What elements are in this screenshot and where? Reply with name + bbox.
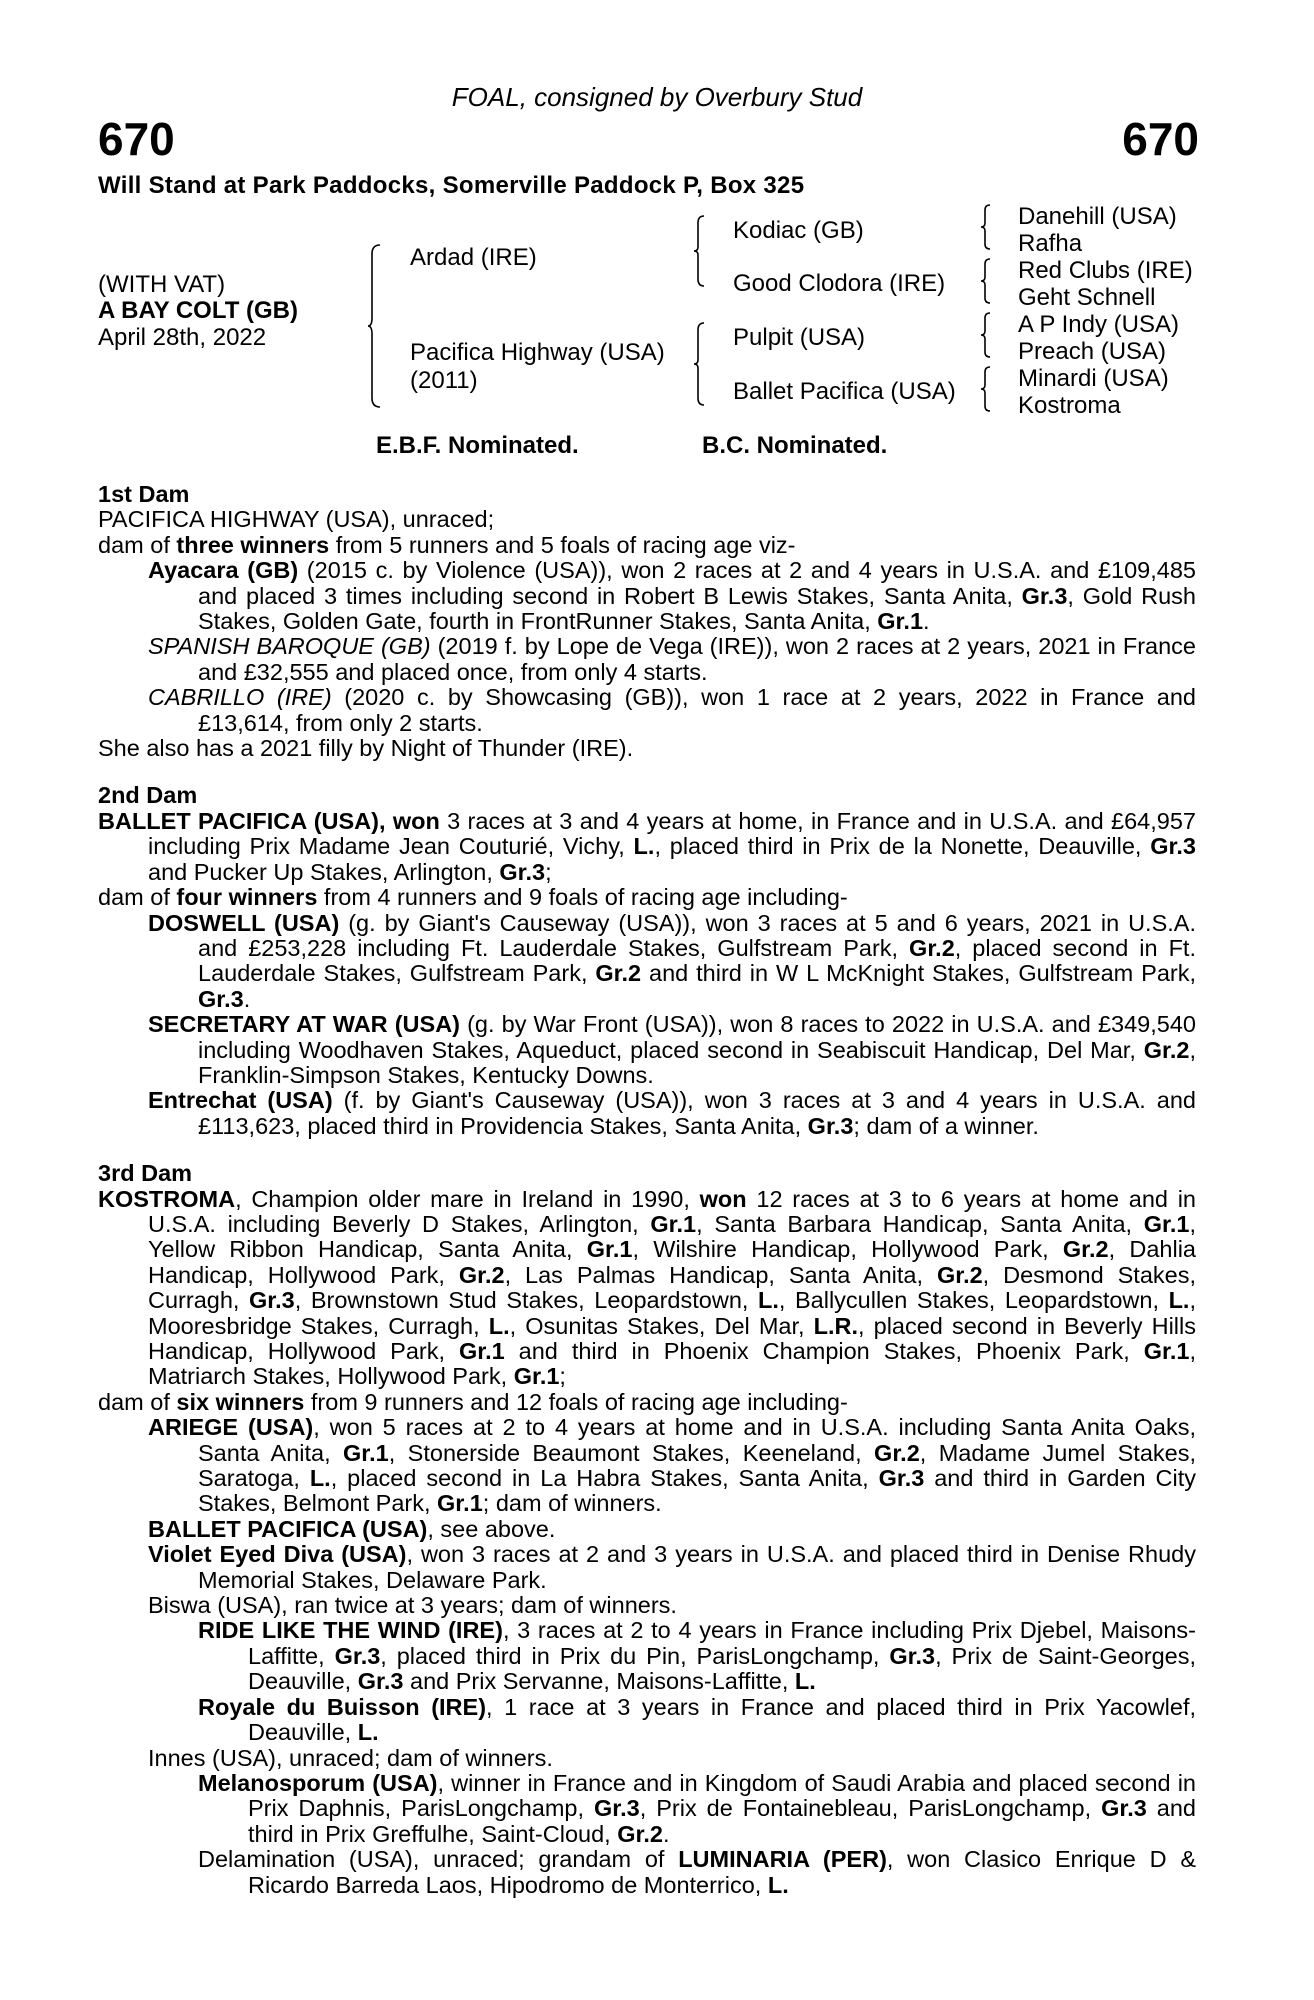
text-run: , Santa Barbara Handicap, Santa Anita, xyxy=(696,1210,1144,1237)
text-run: , Yellow Ribbon Handicap, Santa Anita, xyxy=(148,1210,1196,1263)
pedigree-bracket-gen1 xyxy=(368,244,388,409)
text-run: L. xyxy=(758,1287,779,1314)
text-run: Gr.3 xyxy=(334,1642,381,1669)
text-run: four winners xyxy=(176,884,318,911)
text-run: and Prix Servanne, Maisons-Laffitte, xyxy=(403,1668,795,1695)
text-run: , placed third in Prix de la Nonette, Deauville, xyxy=(654,833,1151,860)
text-run: Gr.3 xyxy=(594,1795,640,1822)
gen3-ddd: Kostroma xyxy=(1018,392,1121,419)
text-run: and third in W L McKnight Stakes, Gulfstream Park, xyxy=(641,960,1197,987)
text-run: , winner in France and in Kingdom of Saudi Arabia and placed second in Prix Daphnis, ParisLongchamp, xyxy=(248,1769,1196,1822)
record-paragraph xyxy=(98,885,1196,910)
record-paragraph xyxy=(98,1695,1196,1746)
text-run: , placed second in Beverly Hills Handicap, Hollywood Park, xyxy=(148,1312,1196,1364)
text-run: , Ballycullen Stakes, Leopardstown, xyxy=(778,1287,1169,1314)
text-run: Gr.1 xyxy=(437,1490,483,1517)
text-run: six winners xyxy=(176,1388,305,1415)
record-paragraph xyxy=(98,1847,1196,1898)
text-run: Delamination (USA), unraced; grandam of xyxy=(198,1846,679,1873)
text-run: Gr.1 xyxy=(513,1363,560,1390)
sire-sire: Kodiac (GB) xyxy=(733,217,864,244)
pedigree-bracket-kodiac xyxy=(981,204,995,250)
record-paragraph xyxy=(98,685,1196,736)
section-heading xyxy=(98,1161,1196,1186)
text-run: Gr.1 xyxy=(877,608,924,635)
text-run: Gr.3 xyxy=(1101,1795,1147,1822)
text-run: Gr.2 xyxy=(936,1261,983,1288)
consignor-line: FOAL, consigned by Overbury Stud xyxy=(451,82,863,112)
record-paragraph xyxy=(98,533,1196,558)
text-run: DOSWELL (USA) xyxy=(148,909,340,936)
text-run: . xyxy=(243,985,251,1012)
text-run: Gr.3 xyxy=(357,1668,404,1695)
text-run: PACIFICA HIGHWAY (USA), unraced; xyxy=(98,506,495,533)
record-paragraph xyxy=(98,1187,1196,1390)
text-run: , Franklin-Simpson Stakes, Kentucky Downs. xyxy=(198,1036,1196,1088)
section-heading xyxy=(98,783,1196,808)
text-run: RIDE LIKE THE WIND (IRE) xyxy=(198,1617,503,1644)
record-paragraph xyxy=(98,1390,1196,1415)
text-run: Ayacara (GB) xyxy=(148,557,299,584)
pedigree-bracket-dam xyxy=(694,322,710,406)
pedigree-bracket-pulpit xyxy=(981,312,995,358)
text-run: ; dam of a winner. xyxy=(853,1112,1039,1139)
text-run: Gr.1 xyxy=(650,1210,697,1237)
gen3-ssd: Rafha xyxy=(1018,230,1083,257)
text-run: Gr.1 xyxy=(458,1338,505,1364)
dam-dam: Ballet Pacifica (USA) xyxy=(733,378,956,405)
gen3-sss: Danehill (USA) xyxy=(1018,203,1177,230)
text-run: and Pucker Up Stakes, Arlington, xyxy=(148,858,500,885)
text-run: She also has a 2021 filly by Night of Thunder (IRE). xyxy=(98,735,634,762)
record-paragraph xyxy=(98,507,1196,532)
sire-name: Ardad (IRE) xyxy=(410,244,537,271)
text-run: , Dahlia Handicap, Hollywood Park, xyxy=(148,1236,1196,1288)
gen3-dds: Minardi (USA) xyxy=(1018,365,1169,392)
text-run: Gr.3 xyxy=(499,858,546,885)
text-run: and third in Phoenix Champion Stakes, Phoenix Park, xyxy=(504,1338,1144,1364)
text-run: SPANISH BAROQUE (GB) xyxy=(148,633,431,660)
text-run: L. xyxy=(357,1719,379,1746)
lot-number-right: 670 xyxy=(1122,113,1199,165)
text-run: , see above. xyxy=(427,1515,556,1542)
dam-sire: Pulpit (USA) xyxy=(733,324,866,351)
text-run: SECRETARY AT WAR (USA) xyxy=(148,1011,460,1038)
text-run: L. xyxy=(767,1871,789,1898)
text-run: , won 3 races at 2 and 3 years in U.S.A. and placed third in Denise Rhudy Memorial Stakes, Delaware Park. xyxy=(198,1541,1196,1593)
text-run: Gr.3 xyxy=(807,1112,854,1139)
text-run: (f. by Giant's Causeway (USA)), won 3 races at 3 and 4 years in U.S.A. and £113,623, placed third in Providencia Stakes, Santa Anita, xyxy=(198,1087,1196,1139)
text-run: L.R. xyxy=(813,1312,859,1339)
text-run: , won 5 races at 2 to 4 years at home and in U.S.A. including Santa Anita Oaks, Santa Anita, xyxy=(198,1414,1196,1466)
text-run: (2015 c. by Violence (USA)), won 2 races at 2 and 4 years in U.S.A. and £109,485 and placed 3 times including second in Robert B Lewis Stakes, Santa Anita, xyxy=(198,557,1196,609)
text-run: , 3 races at 2 to 4 years in France including Prix Djebel, Maisons-Laffitte, xyxy=(248,1617,1196,1669)
text-run: BALLET PACIFICA (USA), won xyxy=(98,807,440,834)
pedigree-bracket-sire xyxy=(694,215,710,287)
text-run: 3rd Dam xyxy=(98,1160,193,1187)
text-run: , Wilshire Handicap, Hollywood Park, xyxy=(632,1236,1063,1263)
text-run: ; xyxy=(559,1363,566,1390)
subject-name: A BAY COLT (GB) xyxy=(98,297,299,324)
text-run: three winners xyxy=(176,531,330,558)
section-heading xyxy=(98,482,1196,507)
dam-name: Pacifica Highway (USA) xyxy=(410,339,665,366)
text-run: Gr.2 xyxy=(595,960,642,987)
text-run: dam of xyxy=(98,531,177,558)
text-run: and third in Garden City Stakes, Belmont Park, xyxy=(198,1465,1196,1517)
text-run: (2019 f. by Lope de Vega (IRE)), won 2 races at 2 years, 2021 in France and £32,555 and placed once, from only 4 starts. xyxy=(198,633,1196,685)
text-run: Gr.3 xyxy=(1150,833,1196,860)
text-run: L. xyxy=(488,1312,510,1339)
record-paragraph xyxy=(98,1771,1196,1847)
text-run: Gr.2 xyxy=(458,1261,505,1288)
text-run: Gr.3 xyxy=(889,1642,936,1669)
text-run: LUMINARIA (PER) xyxy=(678,1846,887,1873)
text-run: 3 races at 3 and 4 years at home, in France and in U.S.A. and £64,957 including Prix Madame Jean Couturié, Vichy, xyxy=(148,807,1196,860)
text-run: from 4 runners and 9 foals of racing age including- xyxy=(317,884,848,911)
text-run: from 9 runners and 12 foals of racing age including- xyxy=(304,1388,848,1415)
text-run: , 1 race at 3 years in France and placed third in Prix Yacowlef, Deauville, xyxy=(248,1693,1197,1746)
subject-dob: April 28th, 2022 xyxy=(98,324,267,351)
text-run: Innes (USA), unraced; dam of winners. xyxy=(148,1744,553,1771)
bc-nomination: B.C. Nominated. xyxy=(702,432,888,459)
text-run: , Las Palmas Handicap, Santa Anita, xyxy=(504,1261,937,1288)
text-run: 12 races at 3 to 6 years at home and in U.S.A. including Beverly D Stakes, Arlington, xyxy=(148,1185,1197,1237)
text-run: , Prix de Fontainebleau, ParisLongchamp, xyxy=(639,1795,1102,1822)
text-run: , won Clasico Enrique D & Ricardo Barreda Laos, Hipodromo de Monterrico, xyxy=(248,1846,1196,1898)
gen3-sds: Red Clubs (IRE) xyxy=(1018,257,1193,284)
record-paragraph xyxy=(98,1618,1196,1694)
pedigree-bracket-good-clodora xyxy=(981,258,995,304)
text-run: , Brownstown Stud Stakes, Leopardstown, xyxy=(294,1287,758,1314)
text-run: ARIEGE (USA) xyxy=(148,1414,314,1441)
text-run: Gr.2 xyxy=(617,1820,663,1847)
text-run: Biswa (USA), ran twice at 3 years; dam of winners. xyxy=(148,1592,677,1619)
text-run: Gr.1 xyxy=(1143,1210,1190,1237)
gen3-dss: A P Indy (USA) xyxy=(1018,311,1179,338)
text-run: , Champion older mare in Ireland in 1990, xyxy=(235,1185,700,1212)
text-run: Gr.3 xyxy=(878,1465,925,1492)
text-run: L. xyxy=(1168,1287,1190,1314)
text-run: . xyxy=(923,608,930,635)
record-paragraph xyxy=(98,1746,1196,1771)
record-paragraph xyxy=(98,911,1196,1013)
text-run: Gr.1 xyxy=(343,1439,389,1466)
text-run: (2020 c. by Showcasing (GB)), won 1 race at 2 years, 2022 in France and £13,614, from only 2 starts. xyxy=(198,684,1196,736)
text-run: Gr.3 xyxy=(1021,582,1068,609)
sire-dam: Good Clodora (IRE) xyxy=(733,270,946,297)
gen3-sdd: Geht Schnell xyxy=(1018,284,1156,311)
text-run: Gr.2 xyxy=(874,1439,920,1466)
text-run: and third in Prix Greffulhe, Saint-Cloud, xyxy=(248,1795,1196,1847)
ebf-nomination: E.B.F. Nominated. xyxy=(376,432,579,459)
text-run: Gr.1 xyxy=(1143,1338,1190,1364)
text-run: ; xyxy=(545,858,552,885)
dam-produce-record xyxy=(98,482,1196,1898)
record-paragraph xyxy=(98,1088,1196,1139)
record-paragraph xyxy=(98,1542,1196,1593)
text-run: Melanosporum (USA) xyxy=(198,1769,438,1796)
text-run: (g. by War Front (USA)), won 8 races to 2022 in U.S.A. and £349,540 including Woodhaven Stakes, Aqueduct, placed second in Seabiscuit Handicap, Del Mar, xyxy=(198,1011,1196,1063)
text-run: Gr.3 xyxy=(198,985,244,1012)
text-run: L. xyxy=(309,1465,331,1492)
lot-number-left: 670 xyxy=(98,113,175,165)
text-run: , Matriarch Stakes, Hollywood Park, xyxy=(148,1338,1196,1390)
text-run: . xyxy=(662,1820,670,1847)
text-run: won xyxy=(699,1185,747,1212)
text-run: CABRILLO (IRE) xyxy=(148,684,332,711)
text-run: Gr.2 xyxy=(1143,1036,1190,1063)
text-run: 1st Dam xyxy=(98,481,190,507)
text-run: , placed third in Prix du Pin, ParisLongchamp, xyxy=(380,1642,890,1669)
text-run: Violet Eyed Diva (USA) xyxy=(148,1541,407,1568)
text-run: , Stonerside Beaumont Stakes, Keeneland, xyxy=(388,1439,875,1466)
gen3-dsd: Preach (USA) xyxy=(1018,338,1167,365)
text-run: 2nd Dam xyxy=(98,782,198,809)
record-paragraph xyxy=(98,1415,1196,1517)
record-paragraph xyxy=(98,736,1196,761)
stand-location: Will Stand at Park Paddocks, Somerville Paddock P, Box 325 xyxy=(98,172,805,199)
record-paragraph xyxy=(98,809,1196,885)
text-run: dam of xyxy=(98,884,177,911)
text-run: L. xyxy=(794,1668,816,1695)
text-run: Entrechat (USA) xyxy=(148,1087,333,1114)
text-run: Gr.3 xyxy=(249,1287,295,1314)
text-run: Gr.2 xyxy=(1062,1236,1109,1263)
text-run: , placed second in La Habra Stakes, Santa Anita, xyxy=(330,1465,879,1492)
text-run: Gr.2 xyxy=(909,934,955,961)
text-run: , Gold Rush Stakes, Golden Gate, fourth in FrontRunner Stakes, Santa Anita, xyxy=(198,582,1197,635)
pedigree-bracket-ballet-pacifica xyxy=(981,366,995,412)
text-run: Gr.1 xyxy=(586,1236,633,1263)
text-run: , placed second in Ft. Lauderdale Stakes, Gulfstream Park, xyxy=(198,934,1196,987)
record-paragraph xyxy=(98,634,1196,685)
text-run: (g. by Giant's Causeway (USA)), won 3 races at 5 and 6 years, 2021 in U.S.A. and £253,228 including Ft. Lauderdale Stakes, Gulfstream Park, xyxy=(198,909,1196,961)
text-run: KOSTROMA xyxy=(98,1185,236,1212)
record-paragraph xyxy=(98,1517,1196,1542)
text-run: , Madame Jumel Stakes, Saratoga, xyxy=(198,1439,1196,1492)
text-run: dam of xyxy=(98,1388,177,1415)
vat-note: (WITH VAT) xyxy=(98,271,226,298)
record-paragraph xyxy=(98,1012,1196,1088)
record-paragraph xyxy=(98,558,1196,634)
text-run: Royale du Buisson (IRE) xyxy=(198,1693,487,1720)
text-run: BALLET PACIFICA (USA) xyxy=(148,1515,428,1542)
text-run: from 5 runners and 5 foals of racing age viz- xyxy=(329,531,796,558)
text-run: , Prix de Saint-Georges, Deauville, xyxy=(248,1642,1196,1695)
text-run: , Mooresbridge Stakes, Curragh, xyxy=(148,1287,1196,1339)
record-paragraph xyxy=(98,1593,1196,1618)
text-run: , Osunitas Stakes, Del Mar, xyxy=(509,1312,814,1339)
text-run: , Desmond Stakes, Curragh, xyxy=(148,1261,1196,1314)
text-run: L. xyxy=(633,833,655,860)
dam-year: (2011) xyxy=(410,367,478,394)
text-run: ; dam of winners. xyxy=(482,1490,662,1517)
